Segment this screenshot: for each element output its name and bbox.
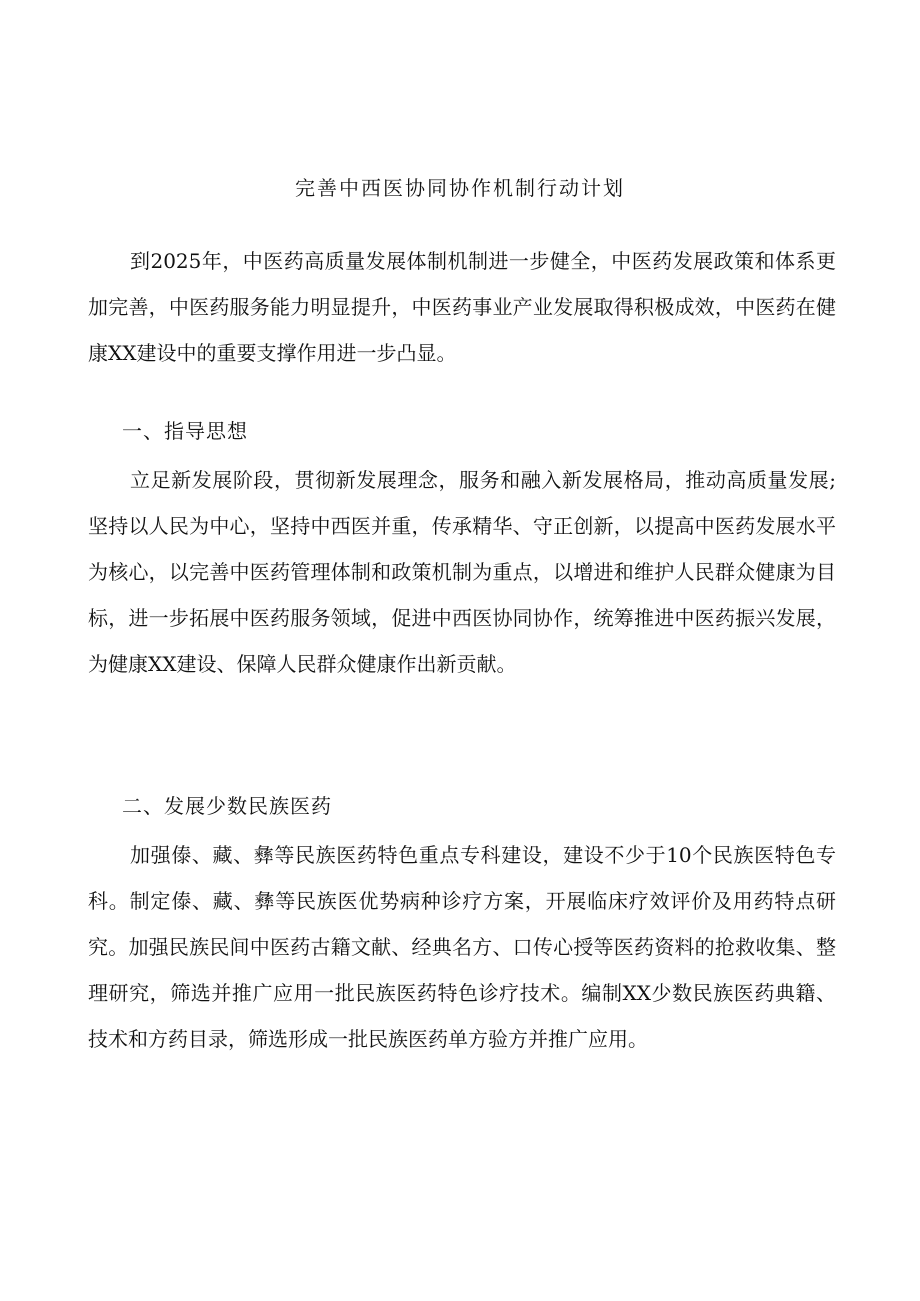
section-heading-ethnic-medicine: 二、发展少数民族医药 <box>122 794 332 818</box>
document-title: 完善中西医协同协作机制行动计划 <box>295 176 625 200</box>
section-heading-guiding-thought: 一、指导思想 <box>122 419 248 443</box>
section-body-ethnic-medicine: 加强傣、藏、彝等民族医药特色重点专科建设，建设不少于10个民族医特色专科。制定傣、藏、彝等民族医优势病种诊疗方案，开展临床疗效评价及用药特点研究。加强民族民间中医药古籍文献、经典名方、口传心授等医药资料的抢救收集、整理研究，筛选并推广应用一批民族医药特色诊疗技术。编制XX少数民族医药典籍、技术和方药目录，筛选形成一批民族医药单方验方并推广应用。 <box>88 843 836 1051</box>
section-body-guiding-thought: 立足新发展阶段，贯彻新发展理念，服务和融入新发展格局，推动高质量发展;坚持以人民为中心，坚持中西医并重，传承精华、守正创新，以提高中医药发展水平为核心，以完善中医药管理体制和政策机制为重点，以增进和维护人民群众健康为目标，进一步拓展中医药服务领域，促进中西医协同协作，统筹推进中医药振兴发展，为健康XX建设、保障人民群众健康作出新贡献。 <box>88 468 836 676</box>
intro-paragraph: 到2025年，中医药高质量发展体制机制进一步健全，中医药发展政策和体系更加完善，中医药服务能力明显提升，中医药事业产业发展取得积极成效，中医药在健康XX建设中的重要支撑作用进一步凸显。 <box>88 249 836 365</box>
